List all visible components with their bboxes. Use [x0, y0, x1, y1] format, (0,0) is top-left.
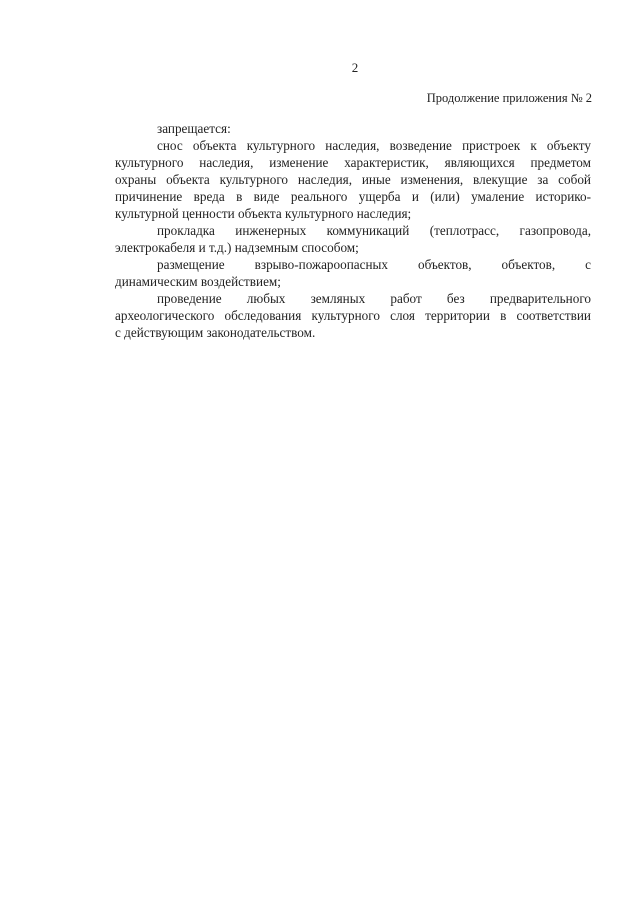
paragraph-line: охраны объекта культурного наследия, иные изменения, влекущие за собой: [115, 172, 591, 187]
paragraph: [115, 137, 591, 222]
paragraph-line: причинение вреда в виде реального ущерба и (или) умаление историко-: [115, 189, 591, 204]
continuation-label: Продолжение приложения № 2: [426, 91, 592, 105]
paragraph-line: культурного наследия, изменение характеристик, являющихся предметом: [115, 155, 591, 170]
paragraph-line: археологического обследования культурного слоя территории в соответствии: [115, 308, 591, 323]
page-number: 2: [351, 60, 359, 75]
paragraph-line: электрокабеля и т.д.) надземным способом;: [115, 240, 359, 255]
paragraph-line: размещение взрыво-пожароопасных объектов, объектов, с: [157, 257, 591, 272]
paragraph: [115, 256, 591, 290]
paragraph: [115, 290, 591, 341]
paragraph-line: динамическим воздействием;: [115, 274, 281, 289]
paragraph-line: с действующим законодательством.: [115, 325, 316, 340]
paragraph-line: культурной ценности объекта культурного наследия;: [115, 206, 412, 221]
paragraph-line: снос объекта культурного наследия, возведение пристроек к объекту: [157, 138, 591, 153]
intro-text: запрещается:: [157, 121, 231, 136]
paragraph: [115, 222, 591, 256]
paragraph-line: прокладка инженерных коммуникаций (теплотрасс, газопровода,: [157, 223, 591, 238]
paragraph-line: проведение любых земляных работ без предварительного: [157, 291, 591, 306]
document-body: [115, 120, 591, 341]
